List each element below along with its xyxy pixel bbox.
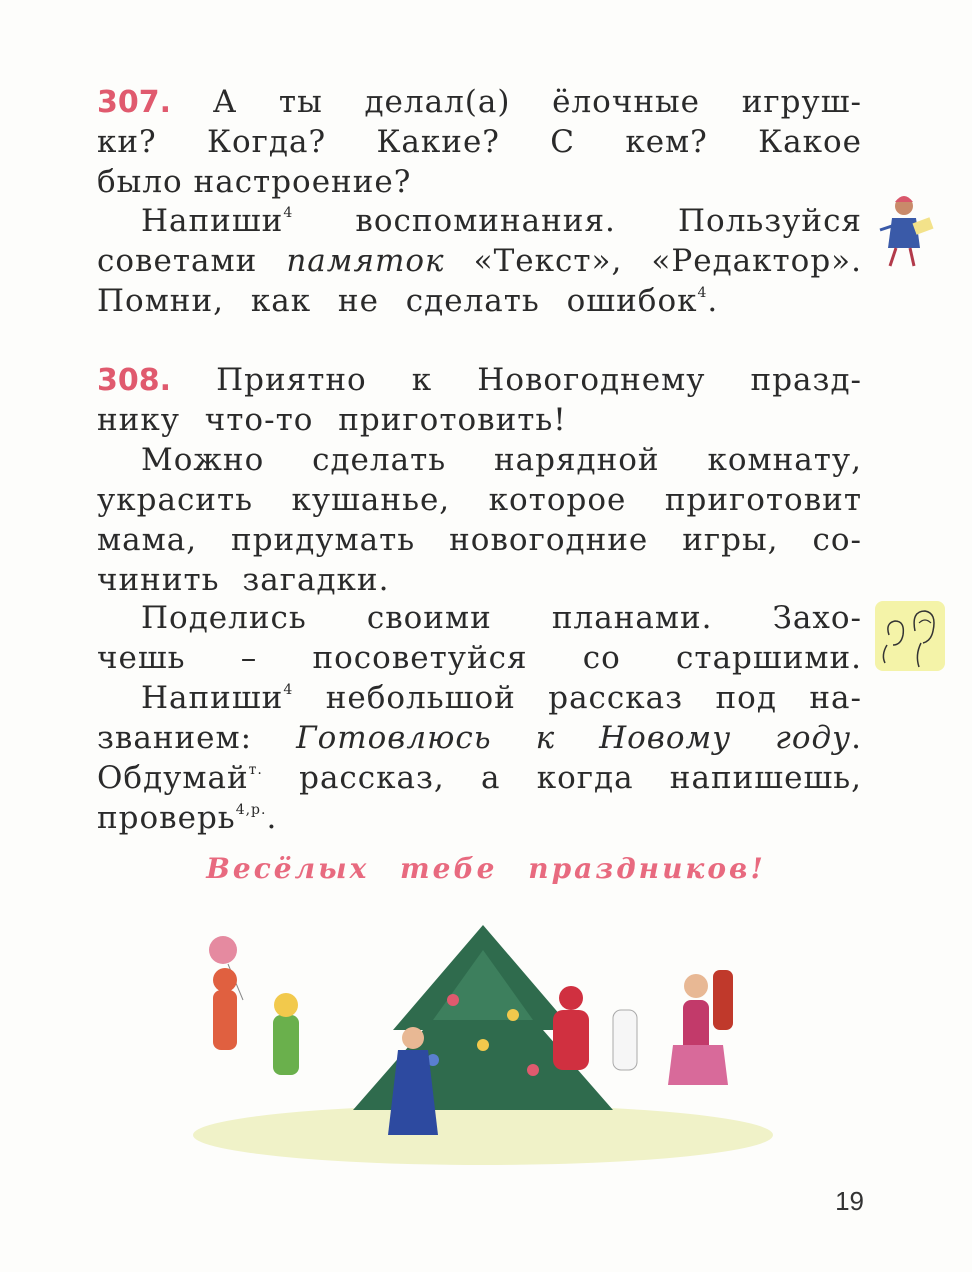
exercise-307: [97, 82, 862, 202]
exercise-text-line: украсить кушанье, которое приготовит: [97, 482, 862, 518]
exercise-text-line: Поделись своими планами. Захо-: [141, 600, 862, 636]
text-fragment: Напиши: [141, 680, 284, 716]
exercise-text-line: мама, придумать новогодние игры, со-: [97, 522, 862, 558]
exercise-text-line: А ты делал(а) ёлочные игруш-: [212, 84, 862, 120]
text-fragment: .: [266, 800, 278, 836]
italic-title: Готовлюсь к Новому году: [296, 720, 852, 756]
exercise-text-line: нику что-то приготовить!: [97, 402, 567, 438]
exercise-text-line: ки? Когда? Какие? С кем? Какое: [97, 124, 862, 160]
exercise-text-line: Приятно к Новогоднему празд-: [216, 362, 862, 398]
text-fragment: Обдумай: [97, 760, 249, 796]
exercise-308: [97, 360, 862, 440]
text-fragment: .: [851, 720, 862, 756]
exercise-text-line: чинить загадки.: [97, 562, 390, 598]
text-fragment: .: [707, 283, 719, 319]
text-fragment: «Текст», «Редактор».: [444, 243, 862, 279]
holiday-greeting: Весёлых тебе праздников!: [206, 852, 766, 885]
text-fragment: небольшой рассказ под на-: [293, 680, 862, 716]
text-fragment: проверь: [97, 800, 236, 836]
text-fragment: Напиши: [141, 203, 284, 239]
exercise-307-task: [97, 201, 862, 321]
exercise-308-paragraph-4: [97, 678, 862, 838]
exercise-text-line: чешь – посоветуйся со старшими.: [97, 640, 862, 676]
footnote-mark: 4: [283, 205, 294, 221]
footnote-mark: 4,р.: [235, 802, 267, 818]
exercise-number: 308.: [97, 363, 172, 398]
text-fragment: Помни, как не сделать ошибок: [97, 283, 698, 319]
text-fragment: советами: [97, 243, 287, 279]
footnote-mark: т.: [248, 762, 263, 778]
footnote-mark: 4: [697, 285, 708, 301]
text-fragment: званием:: [97, 720, 297, 756]
exercise-text-line: было настроение?: [97, 164, 412, 200]
text-fragment: рассказ, а когда напишешь,: [262, 760, 862, 796]
page-number: 19: [835, 1186, 864, 1216]
exercise-308-paragraph-2: [97, 440, 862, 600]
exercise-number: 307.: [97, 85, 172, 120]
exercise-text-line: Можно сделать нарядной комнату,: [141, 442, 862, 478]
footnote-mark: 4: [283, 682, 294, 698]
text-fragment: воспоминания. Пользуйся: [293, 203, 862, 239]
italic-term: памяток: [286, 243, 445, 279]
two-people-talking-icon: [875, 601, 945, 671]
writing-child-icon: [876, 190, 938, 270]
christmas-tree-dance-illustration: [183, 920, 783, 1170]
exercise-308-paragraph-3: [97, 598, 862, 678]
